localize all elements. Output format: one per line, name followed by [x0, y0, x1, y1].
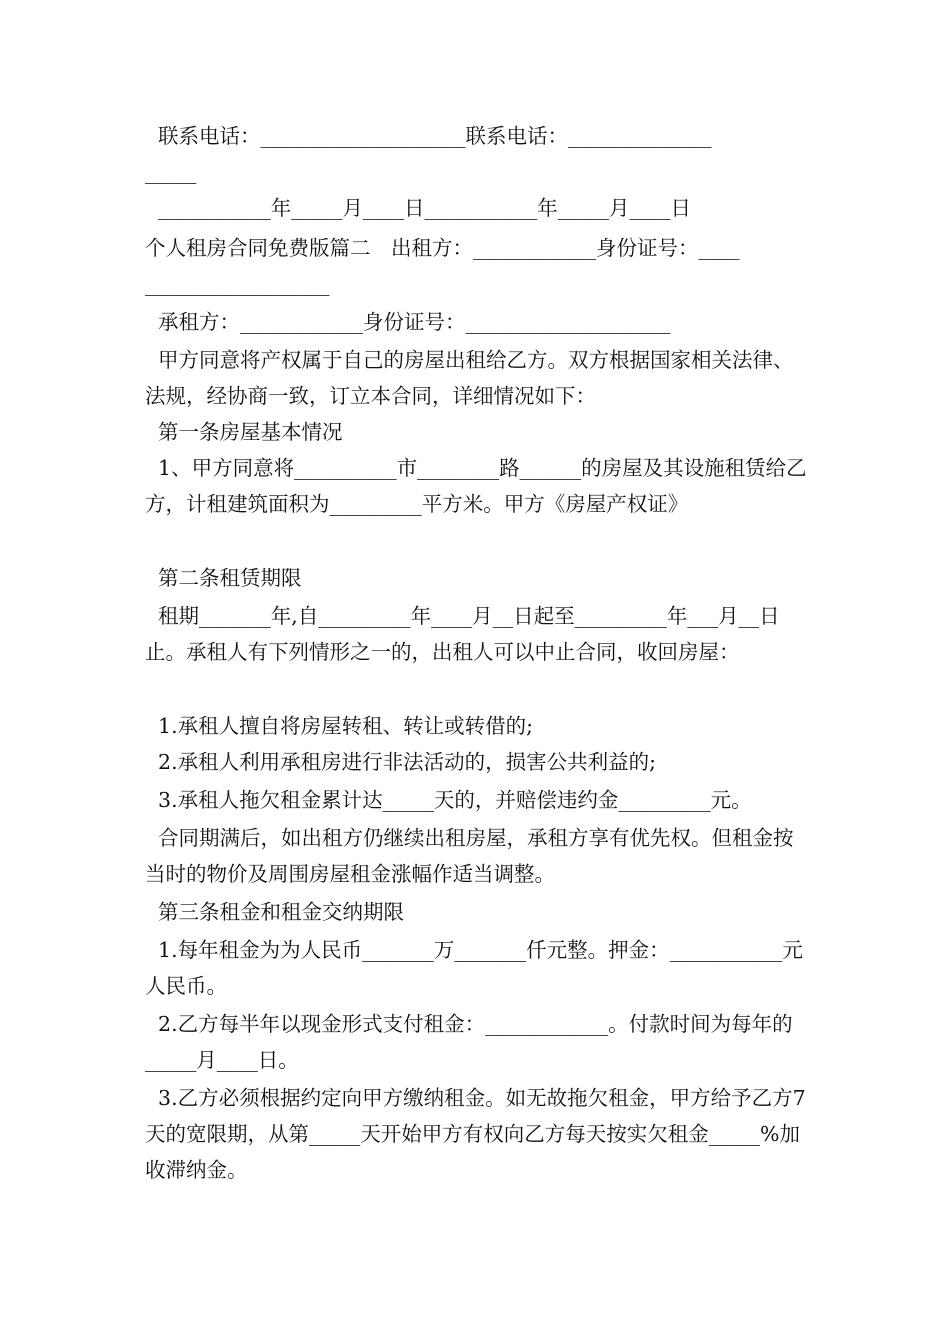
- lessor-id-line-cont: __________________: [145, 272, 330, 296]
- preamble-paragraph: 甲方同意将产权属于自己的房屋出租给乙方。双方根据国家相关法律、法规，经协商一致，订立本合同，详细情况如下：: [145, 348, 794, 408]
- date-line: ___________年_____月____日___________年_____月____日: [145, 196, 692, 220]
- contact-phone-line: 联系电话：____________________联系电话：______________: [145, 124, 712, 148]
- priority-renewal-paragraph: 合同期满后，如出租方仍继续出租房屋，承租方享有优先权。但租金按当时的物价及周围房屋租金涨幅作适当调整。: [145, 826, 794, 886]
- rent-clause-2: 2.乙方每半年以现金形式支付租金：____________。付款时间为每年的_____月____日。: [145, 1012, 793, 1072]
- termination-item-3: 3.承租人拖欠租金累计达_____天的，并赔偿违约金_________元。: [145, 788, 752, 812]
- termination-item-2: 2.承租人利用承租房进行非法活动的，损害公共利益的;: [145, 750, 656, 774]
- rent-clause-3: 3.乙方必须根据约定向甲方缴纳租金。如无故拖欠租金，甲方给予乙方7天的宽限期，从第_____天开始甲方有权向乙方每天按实欠租金_____%加收滞纳金。: [145, 1086, 806, 1182]
- rent-clause-1: 1.每年租金为为人民币_______万_______仟元整。押金：___________元人民币。: [145, 938, 803, 998]
- contact-phone-line-cont: _____: [145, 160, 197, 184]
- termination-item-1: 1.承租人擅自将房屋转租、转让或转借的;: [145, 714, 533, 738]
- article-1-heading: 第一条房屋基本情况: [145, 420, 343, 444]
- article-3-heading: 第三条租金和租金交纳期限: [145, 900, 405, 924]
- lessee-line: 承租方：____________身份证号：____________________: [145, 310, 671, 334]
- article-1-clause-1: 1、甲方同意将__________市________路______的房屋及其设施租赁给乙方，计租建筑面积为_________平方米。甲方《房屋产权证》: [145, 456, 807, 516]
- article-2-heading: 第二条租赁期限: [145, 566, 302, 590]
- article-2-term-paragraph: 租期_______年,自_________年____月__日起至_________年___月__日止。承租人有下列情形之一的，出租人可以中止合同，收回房屋：: [145, 604, 780, 664]
- contract-title-lessor-line: 个人租房合同免费版篇二 出租方：____________身份证号：____: [145, 236, 740, 260]
